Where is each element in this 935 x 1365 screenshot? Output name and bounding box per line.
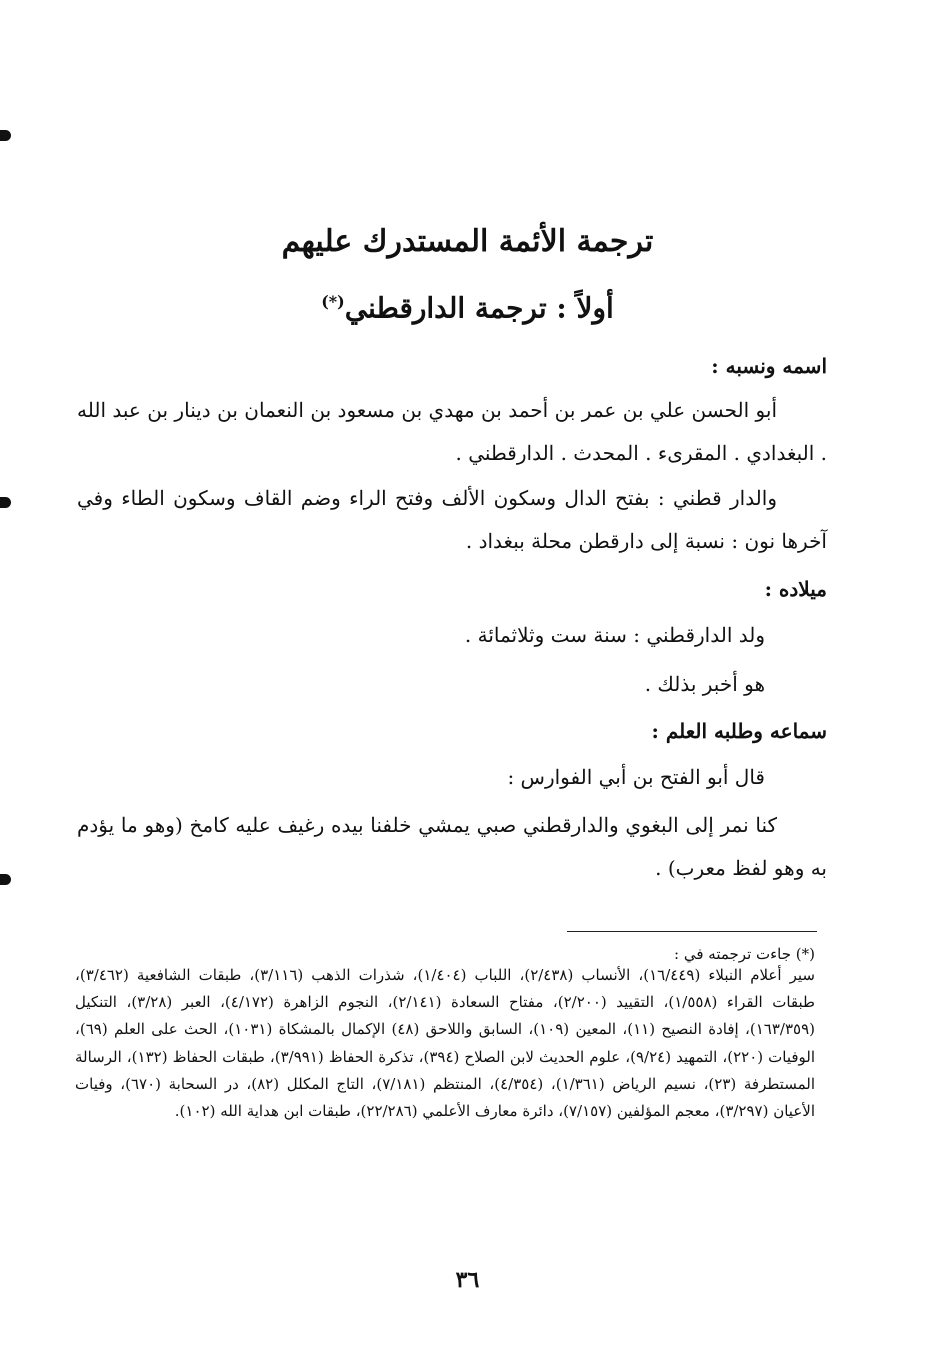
birth-source-line: هو أخبر بذلك . <box>644 672 765 696</box>
binding-hole-mark <box>0 130 11 141</box>
footnote-marker: (*) <box>321 292 345 311</box>
paragraph-anecdote: كنا نمر إلى البغوي والدارقطني صبي يمشي خلفنا بيده رغيف عليه كامخ (وهو ما يؤدم به وهو لفظ معرب) . <box>77 813 827 880</box>
binding-hole-mark <box>0 874 11 885</box>
paragraph-full-name: أبو الحسن علي بن عمر بن أحمد بن مهدي بن مسعود بن النعمان بن دينار بن عبد الله . البغدادي . المقرىء . المحدث . الدارقطني . <box>77 398 827 465</box>
heading-study: سماعه وطلبه العلم : <box>651 719 827 743</box>
heading-name-lineage: اسمه ونسبه : <box>711 354 827 378</box>
footnote-separator <box>567 931 817 932</box>
page-number: ٣٦ <box>455 1267 480 1293</box>
page-title: ترجمة الأئمة المستدرك عليهم <box>281 224 654 259</box>
section-subtitle <box>0 282 935 328</box>
birth-year-line: ولد الدارقطني : سنة ست وثلاثمائة . <box>464 623 765 647</box>
paragraph-nisba: والدار قطني : بفتح الدال وسكون الألف وفتح الراء وضم القاف وسكون الطاء وفي آخرها نون : نسبة إلى دارقطن محلة ببغداد . <box>77 486 827 553</box>
footnote-sources: سير أعلام النبلاء (١٦/٤٤٩)، الأنساب (٢/٤٣٨)، اللباب (١/٤٠٤)، شذرات الذهب (٣/١١٦)، طبقات الشافعية (٣/٤٦٢)، طبقات القراء (١/٥٥٨)، التقييد (٢/٢٠٠)، مفتاح السعادة (٢/١٤١)، النجوم الزاهرة (٤/١٧٢)، العبر (٣/٢٨)، التنكيل (١٦٣/٣٥٩)، إفادة النصيح (١١)، المعين (١٠٩)، السابق واللاحق (٤٨) الإكمال بالمشكاة (١٠٣١)، الحث على العلم (٦٩)، الوفيات (٢٢٠)، التمهيد (٩/٢٤)، علوم الحديث لابن الصلاح (٣٩٤)، تذكرة الحفاظ (٣/٩٩١)، طبقات الحفاظ (١٣٢)، الرسالة المستطرفة (٢٣)، نسيم الرياض (١/٣٦١)، (٤/٣٥٤)، المنتظم (٧/١٨١)، التاج المكلل (٨٢)، در السحابة (٦٧٠)، وفيات الأعيان (٣/٢٩٧)، معجم المؤلفين (٧/١٥٧)، دائرة معارف الأعلمي (٢٢/٢٨٦)، طبقات ابن هداية الله (١٠٢). <box>75 966 816 1121</box>
footnote-label: (*) جاءت ترجمته في : <box>674 945 815 963</box>
narrator-line: قال أبو الفتح بن أبي الفوارس : <box>507 765 765 789</box>
heading-birth: ميلاده : <box>764 577 827 601</box>
subtitle-text: أولاً : ترجمة الدارقطني <box>344 291 614 325</box>
binding-hole-mark <box>0 497 11 508</box>
